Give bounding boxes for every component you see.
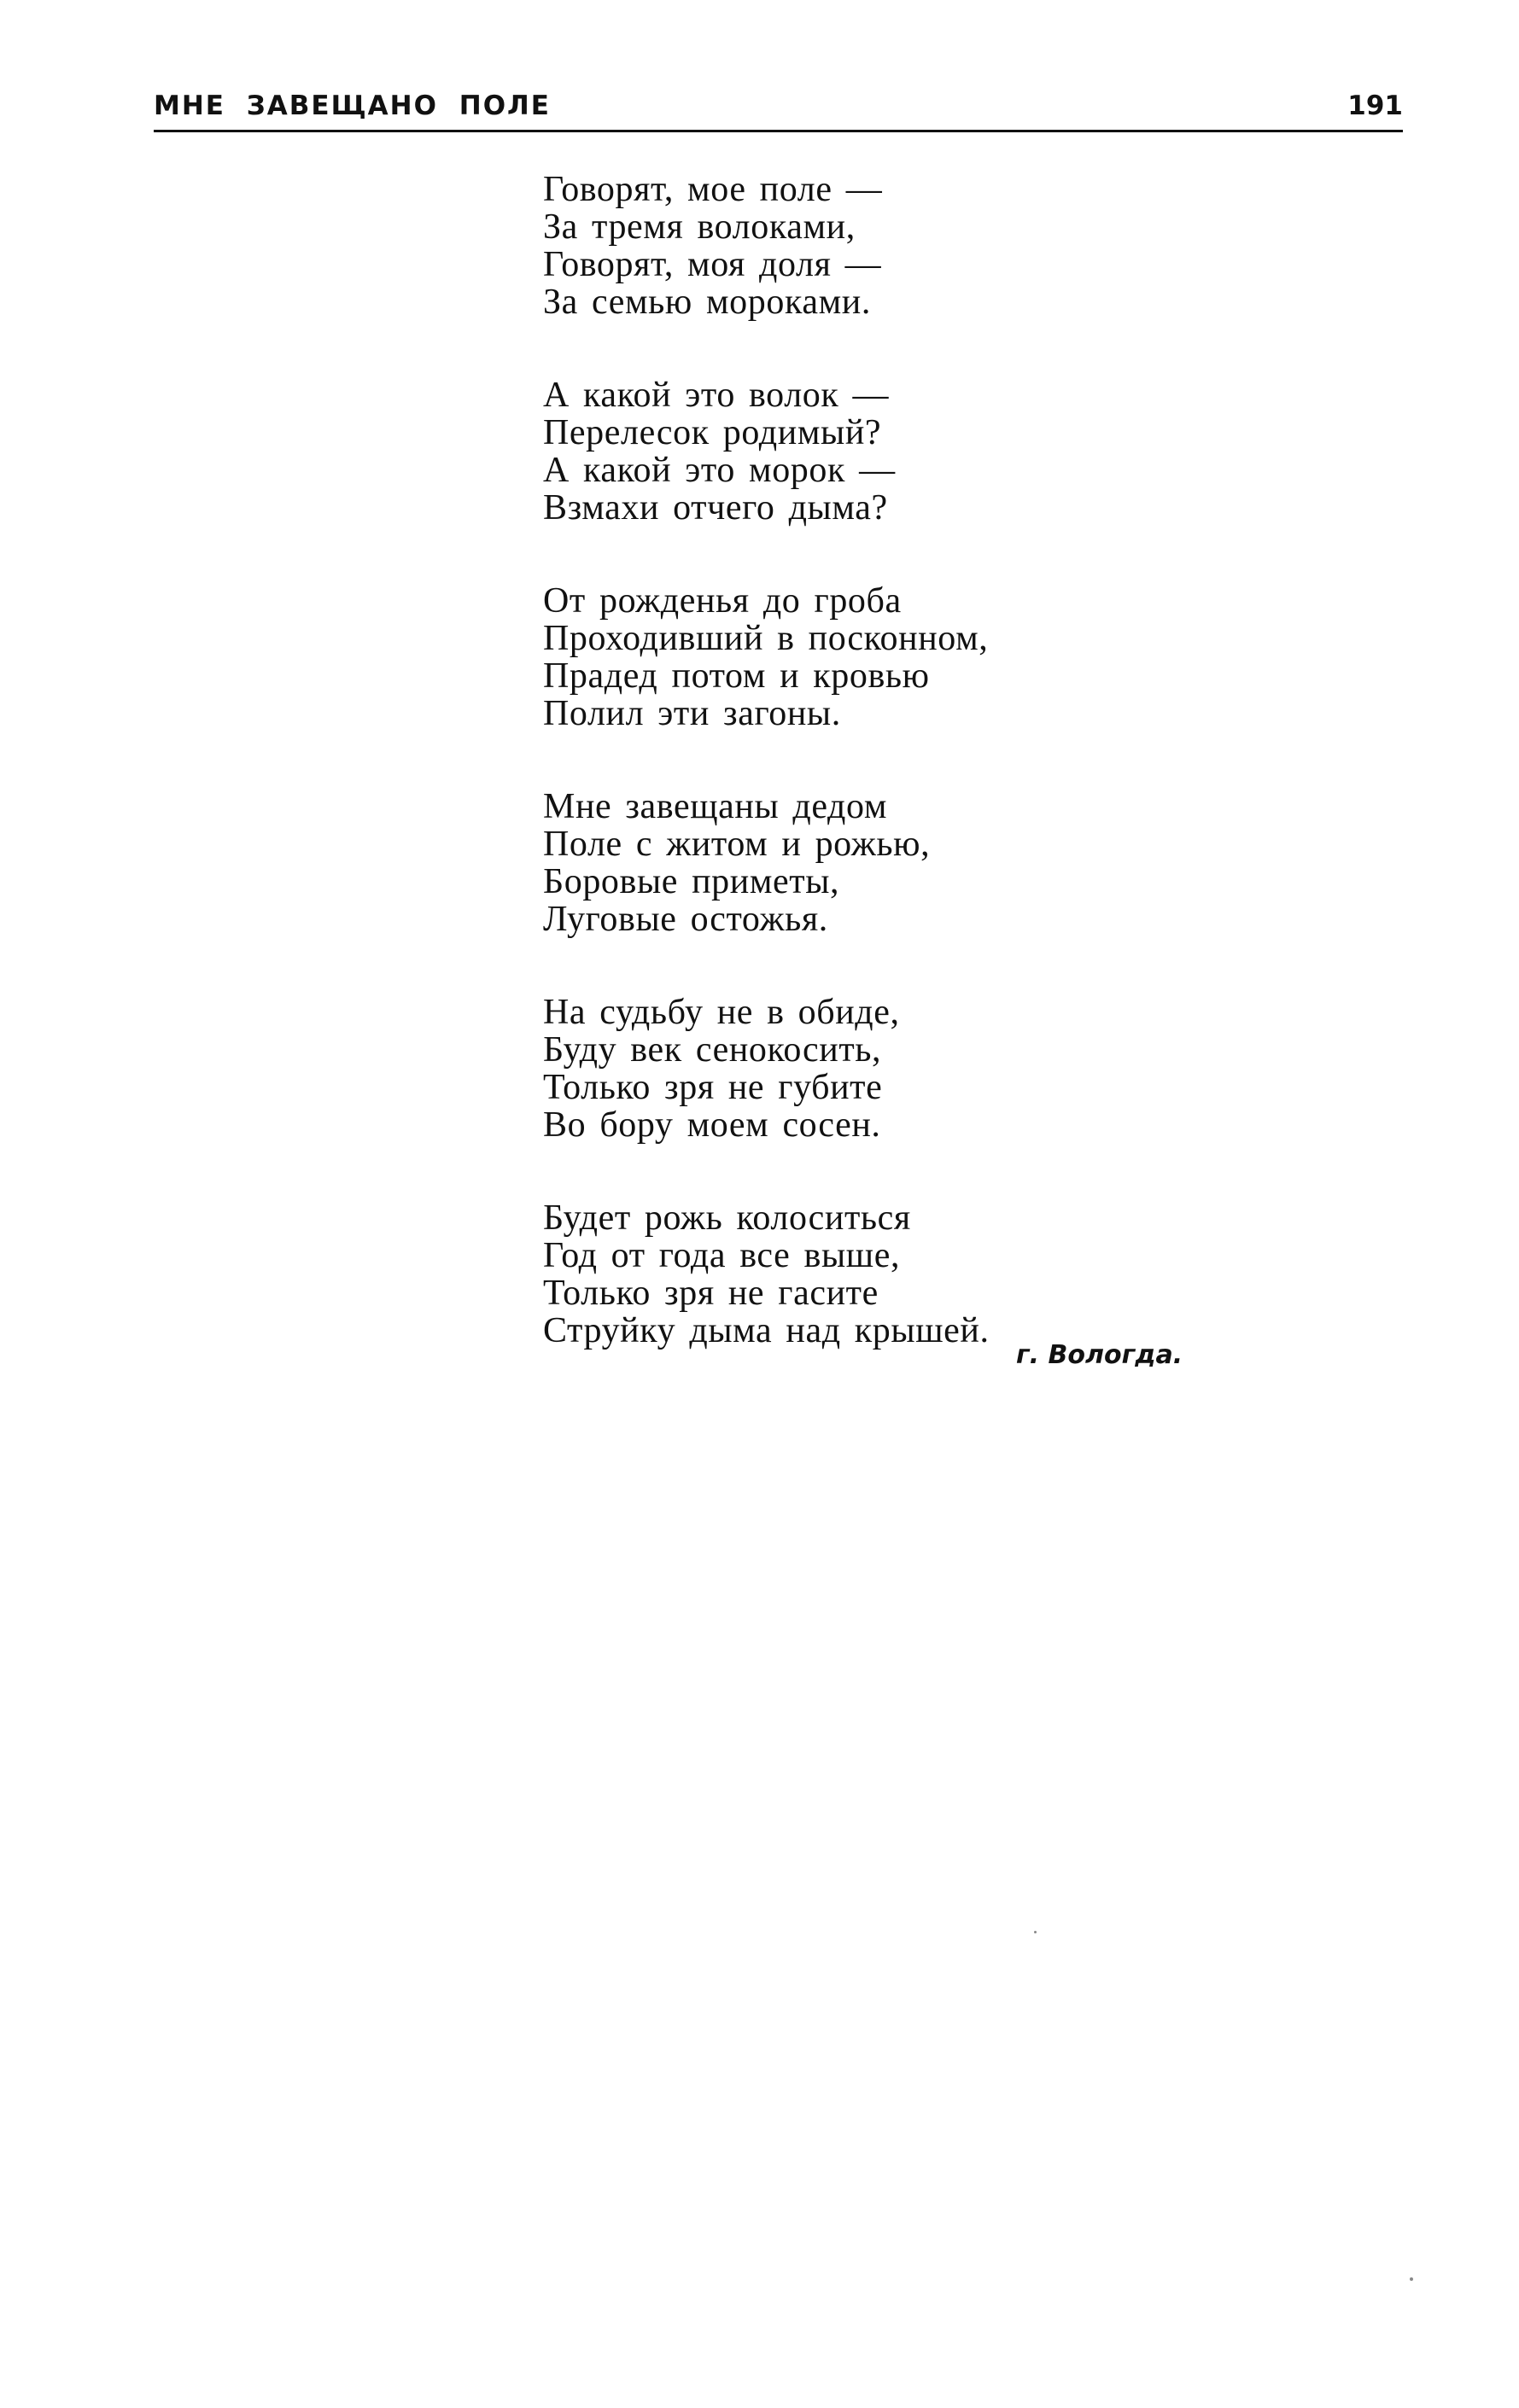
poem-line: Перелесок родимый?	[543, 413, 882, 452]
place-signature: г. Вологда.	[1016, 1340, 1183, 1370]
print-speck	[1034, 1931, 1037, 1933]
poem-line: На судьбу не в обиде,	[543, 993, 900, 1032]
poem-line: Только зря не гасите	[543, 1274, 879, 1313]
poem-line: Говорят, моя доля —	[543, 245, 882, 284]
stanza-5	[543, 994, 1226, 1144]
stanza-3	[543, 582, 1226, 732]
stanza-1	[543, 171, 1226, 321]
poem-line: Луговые остожья.	[543, 900, 828, 939]
poem-line: Будет рожь колоситься	[543, 1198, 911, 1238]
poem-line: Во бору моем сосен.	[543, 1105, 881, 1145]
poem-line: Буду век сенокосить,	[543, 1030, 882, 1070]
poem-line: Только зря не губите	[543, 1068, 883, 1107]
running-head	[154, 90, 1403, 132]
poem-line: Взмахи отчего дыма?	[543, 488, 888, 528]
poem-line: Проходивший в посконном,	[543, 619, 989, 658]
poem-line: Полил эти загоны.	[543, 694, 841, 733]
poem-line: А какой это морок —	[543, 451, 896, 490]
stanza-4	[543, 788, 1226, 938]
poem-line: Говорят, мое поле —	[543, 170, 883, 209]
running-title: МНЕ ЗАВЕЩАНО ПОЛЕ	[154, 90, 551, 121]
poem	[543, 171, 1226, 1350]
poem-line: Поле с житом и рожью,	[543, 825, 931, 864]
poem-line: От рожденья до гроба	[543, 581, 902, 621]
poem-line: Боровые приметы,	[543, 862, 840, 901]
poem-line: Мне завещаны дедом	[543, 787, 888, 826]
poem-line: А какой это волок —	[543, 376, 890, 415]
poem-line: За тремя волоками,	[543, 207, 856, 247]
page-number: 191	[1347, 90, 1403, 121]
poem-line: Прадед потом и кровью	[543, 656, 930, 696]
stanza-2	[543, 376, 1226, 527]
poem-line: Струйку дыма над крышей.	[543, 1311, 990, 1350]
stanza-6	[543, 1199, 1226, 1350]
poem-line: Год от года все выше,	[543, 1236, 901, 1275]
poem-line: За семью мороками.	[543, 283, 871, 322]
print-speck	[1410, 2277, 1413, 2281]
